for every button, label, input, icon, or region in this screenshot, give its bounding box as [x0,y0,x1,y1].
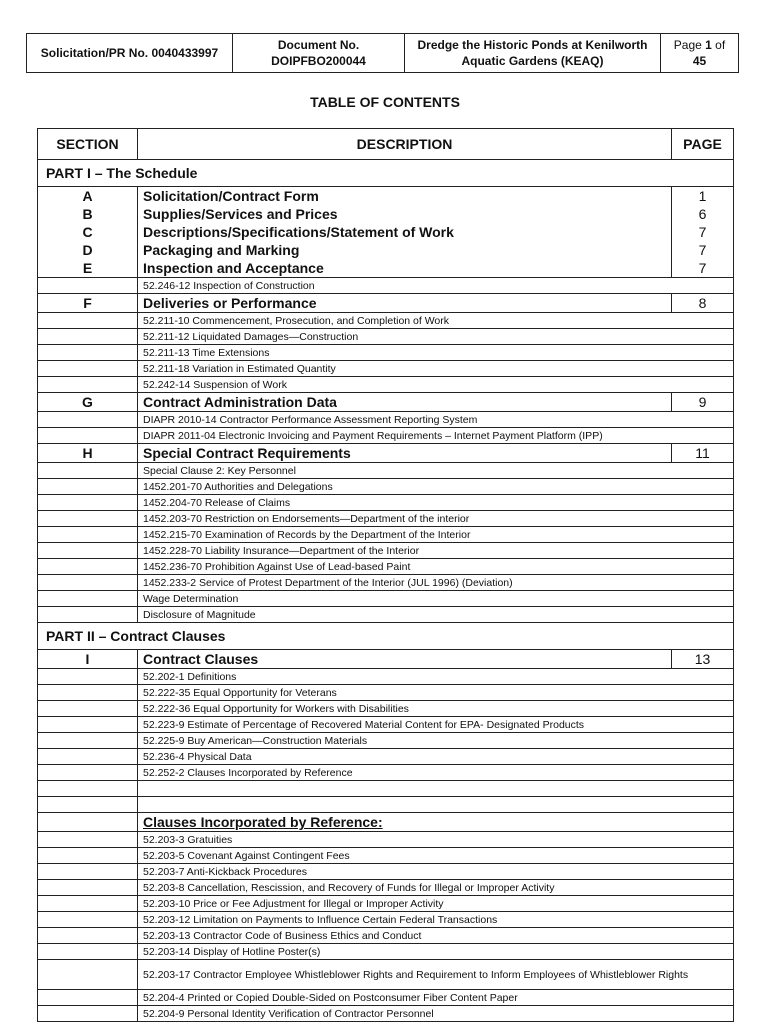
section-title: Contract Administration Data [138,393,672,412]
clause-text: 52.223-9 Estimate of Percentage of Recovered Material Content for EPA- Designated Products [138,717,734,733]
clause-row [38,701,734,717]
section-row [38,205,734,223]
clause-row [38,543,734,559]
section-cell [38,313,138,329]
clause-row [38,990,734,1006]
section-title: Inspection and Acceptance [138,259,672,278]
section-cell [38,463,138,479]
section-letter: G [38,393,138,412]
page-indicator [661,34,739,73]
clause-text: 52.242-14 Suspension of Work [138,377,734,393]
section-letter: I [38,650,138,669]
section-page: 11 [672,444,734,463]
section-cell [38,880,138,896]
section-cell [38,559,138,575]
document-number-label: Document No. [277,38,360,52]
clause-text: 1452.203-70 Restriction on Endorsements—Department of the interior [138,511,734,527]
section-page: 13 [672,650,734,669]
clause-text: 1452.201-70 Authorities and Delegations [138,479,734,495]
clause-text: 52.203-7 Anti-Kickback Procedures [138,864,734,880]
clause-text: DIAPR 2010-14 Contractor Performance Assessment Reporting System [138,412,734,428]
clause-text: 52.203-12 Limitation on Payments to Influence Certain Federal Transactions [138,912,734,928]
section-cell [38,944,138,960]
table-of-contents [37,128,734,1022]
section-cell [38,591,138,607]
page-of: of [711,38,726,52]
section-title: Descriptions/Specifications/Statement of Work [138,223,672,241]
section-cell [38,813,138,832]
column-header-page: PAGE [672,129,734,160]
section-letter: B [38,205,138,223]
section-cell [38,781,138,797]
section-cell [38,527,138,543]
page-prefix: Page [673,38,706,52]
clause-text: 1452.228-70 Liability Insurance—Department of the Interior [138,543,734,559]
clause-row [38,864,734,880]
section-title: Contract Clauses [138,650,672,669]
clause-text: 1452.204-70 Release of Claims [138,495,734,511]
clause-row [38,944,734,960]
section-page: 6 [672,205,734,223]
section-cell [38,495,138,511]
section-page: 7 [672,223,734,241]
section-page: 1 [672,187,734,206]
clause-row [38,848,734,864]
section-cell [38,345,138,361]
clause-text: 52.211-10 Commencement, Prosecution, and Completion of Work [138,313,734,329]
clause-text: 52.211-13 Time Extensions [138,345,734,361]
section-cell [38,278,138,294]
clause-text: 1452.215-70 Examination of Records by the Department of the Interior [138,527,734,543]
section-cell [38,428,138,444]
clause-text: 52.252-2 Clauses Incorporated by Reference [138,765,734,781]
section-row [38,223,734,241]
clause-text: 1452.233-2 Service of Protest Department of the Interior (JUL 1996) (Deviation) [138,575,734,591]
section-cell [38,1006,138,1022]
section-title: Packaging and Marking [138,241,672,259]
clause-text: 52.202-1 Definitions [138,669,734,685]
clause-text: 52.203-10 Price or Fee Adjustment for Illegal or Improper Activity [138,896,734,912]
blank-row [38,781,734,797]
section-row [38,393,734,412]
section-row [38,259,734,278]
clause-row [38,345,734,361]
section-row [38,650,734,669]
clause-row [38,313,734,329]
clause-text: 52.211-18 Variation in Estimated Quantity [138,361,734,377]
clause-text: DIAPR 2011-04 Electronic Invoicing and Payment Requirements – Internet Payment Platform (IPP) [138,428,734,444]
section-cell [38,685,138,701]
clause-row [38,591,734,607]
section-title: Deliveries or Performance [138,294,672,313]
clause-text: 52.222-35 Equal Opportunity for Veterans [138,685,734,701]
clause-row [38,495,734,511]
clause-row [38,463,734,479]
project-title-cell [405,34,661,73]
project-title-line1: Dredge the Historic Ponds at Kenilworth [417,38,648,52]
clause-text: 52.236-4 Physical Data [138,749,734,765]
document-header [26,33,739,73]
clause-text: 52.246-12 Inspection of Construction [138,278,734,294]
clause-row [38,896,734,912]
section-cell [38,412,138,428]
section-cell [38,669,138,685]
clause-text: 52.203-13 Contractor Code of Business Ethics and Conduct [138,928,734,944]
column-header-section: SECTION [38,129,138,160]
part-heading: PART I – The Schedule [38,160,734,187]
section-letter: C [38,223,138,241]
clause-text: 52.203-14 Display of Hotline Poster(s) [138,944,734,960]
section-page: 9 [672,393,734,412]
section-cell [38,575,138,591]
section-row [38,444,734,463]
clause-row [38,329,734,345]
clause-text: Disclosure of Magnitude [138,607,734,623]
clause-row [38,749,734,765]
section-title: Supplies/Services and Prices [138,205,672,223]
section-row [38,241,734,259]
section-page: 7 [672,259,734,278]
clause-text: 52.203-17 Contractor Employee Whistleblower Rights and Requirement to Inform Employees of Whistleblower Rights [138,960,734,990]
section-page: 7 [672,241,734,259]
subheading-row [38,813,734,832]
clause-row [38,412,734,428]
clause-text: 52.203-5 Covenant Against Contingent Fees [138,848,734,864]
part-row [38,160,734,187]
clause-row [38,278,734,294]
section-cell [38,797,138,813]
clause-row [38,832,734,848]
clause-row [38,685,734,701]
section-cell [38,329,138,345]
section-cell [38,361,138,377]
clauses-by-reference-heading: Clauses Incorporated by Reference: [138,813,734,832]
section-cell [38,607,138,623]
blank-cell [138,797,734,813]
section-cell [38,896,138,912]
blank-row [38,797,734,813]
page-total: 45 [692,54,707,68]
document-number: DOIPFBO200044 [271,54,366,68]
part-row [38,623,734,650]
section-cell [38,543,138,559]
section-cell [38,733,138,749]
column-header-description: DESCRIPTION [138,129,672,160]
section-cell [38,990,138,1006]
clause-row [38,717,734,733]
clause-row [38,669,734,685]
clause-text: 52.225-9 Buy American—Construction Materials [138,733,734,749]
section-cell [38,749,138,765]
clause-text: Wage Determination [138,591,734,607]
clause-row [38,511,734,527]
section-cell [38,832,138,848]
section-letter: E [38,259,138,278]
project-title-line2: Aquatic Gardens (KEAQ) [461,54,604,68]
clause-row [38,880,734,896]
section-cell [38,960,138,990]
clause-text: 52.204-9 Personal Identity Verification of Contractor Personnel [138,1006,734,1022]
clause-row [38,479,734,495]
clause-row [38,559,734,575]
section-page: 8 [672,294,734,313]
solicitation-number: Solicitation/PR No. 0040433997 [27,34,233,73]
page-title: TABLE OF CONTENTS [310,94,460,110]
document-number-cell [233,34,405,73]
section-cell [38,928,138,944]
clause-text: 52.204-4 Printed or Copied Double-Sided on Postconsumer Fiber Content Paper [138,990,734,1006]
section-cell [38,377,138,393]
section-letter: A [38,187,138,206]
section-title: Solicitation/Contract Form [138,187,672,206]
toc-header-row [38,129,734,160]
section-letter: F [38,294,138,313]
section-row [38,294,734,313]
section-cell [38,511,138,527]
clause-text: 1452.236-70 Prohibition Against Use of Lead-based Paint [138,559,734,575]
clause-row [38,575,734,591]
clause-text: 52.203-3 Gratuities [138,832,734,848]
clause-row [38,361,734,377]
clause-row [38,607,734,623]
section-cell [38,701,138,717]
section-title: Special Contract Requirements [138,444,672,463]
clause-text: Special Clause 2: Key Personnel [138,463,734,479]
clause-text: 52.203-8 Cancellation, Rescission, and Recovery of Funds for Illegal or Improper Activity [138,880,734,896]
section-cell [38,717,138,733]
section-letter: D [38,241,138,259]
section-row [38,187,734,206]
section-letter: H [38,444,138,463]
clause-row [38,1006,734,1022]
section-cell [38,864,138,880]
clause-row [38,527,734,543]
clause-text: 52.211-12 Liquidated Damages—Construction [138,329,734,345]
blank-cell [138,781,734,797]
part-heading: PART II – Contract Clauses [38,623,734,650]
clause-row [38,912,734,928]
section-cell [38,912,138,928]
section-cell [38,848,138,864]
section-cell [38,765,138,781]
clause-row [38,428,734,444]
clause-row [38,960,734,990]
page-current: 1 [705,38,712,52]
clause-row [38,733,734,749]
clause-row [38,928,734,944]
clause-text: 52.222-36 Equal Opportunity for Workers with Disabilities [138,701,734,717]
clause-row [38,765,734,781]
section-cell [38,479,138,495]
clause-row [38,377,734,393]
